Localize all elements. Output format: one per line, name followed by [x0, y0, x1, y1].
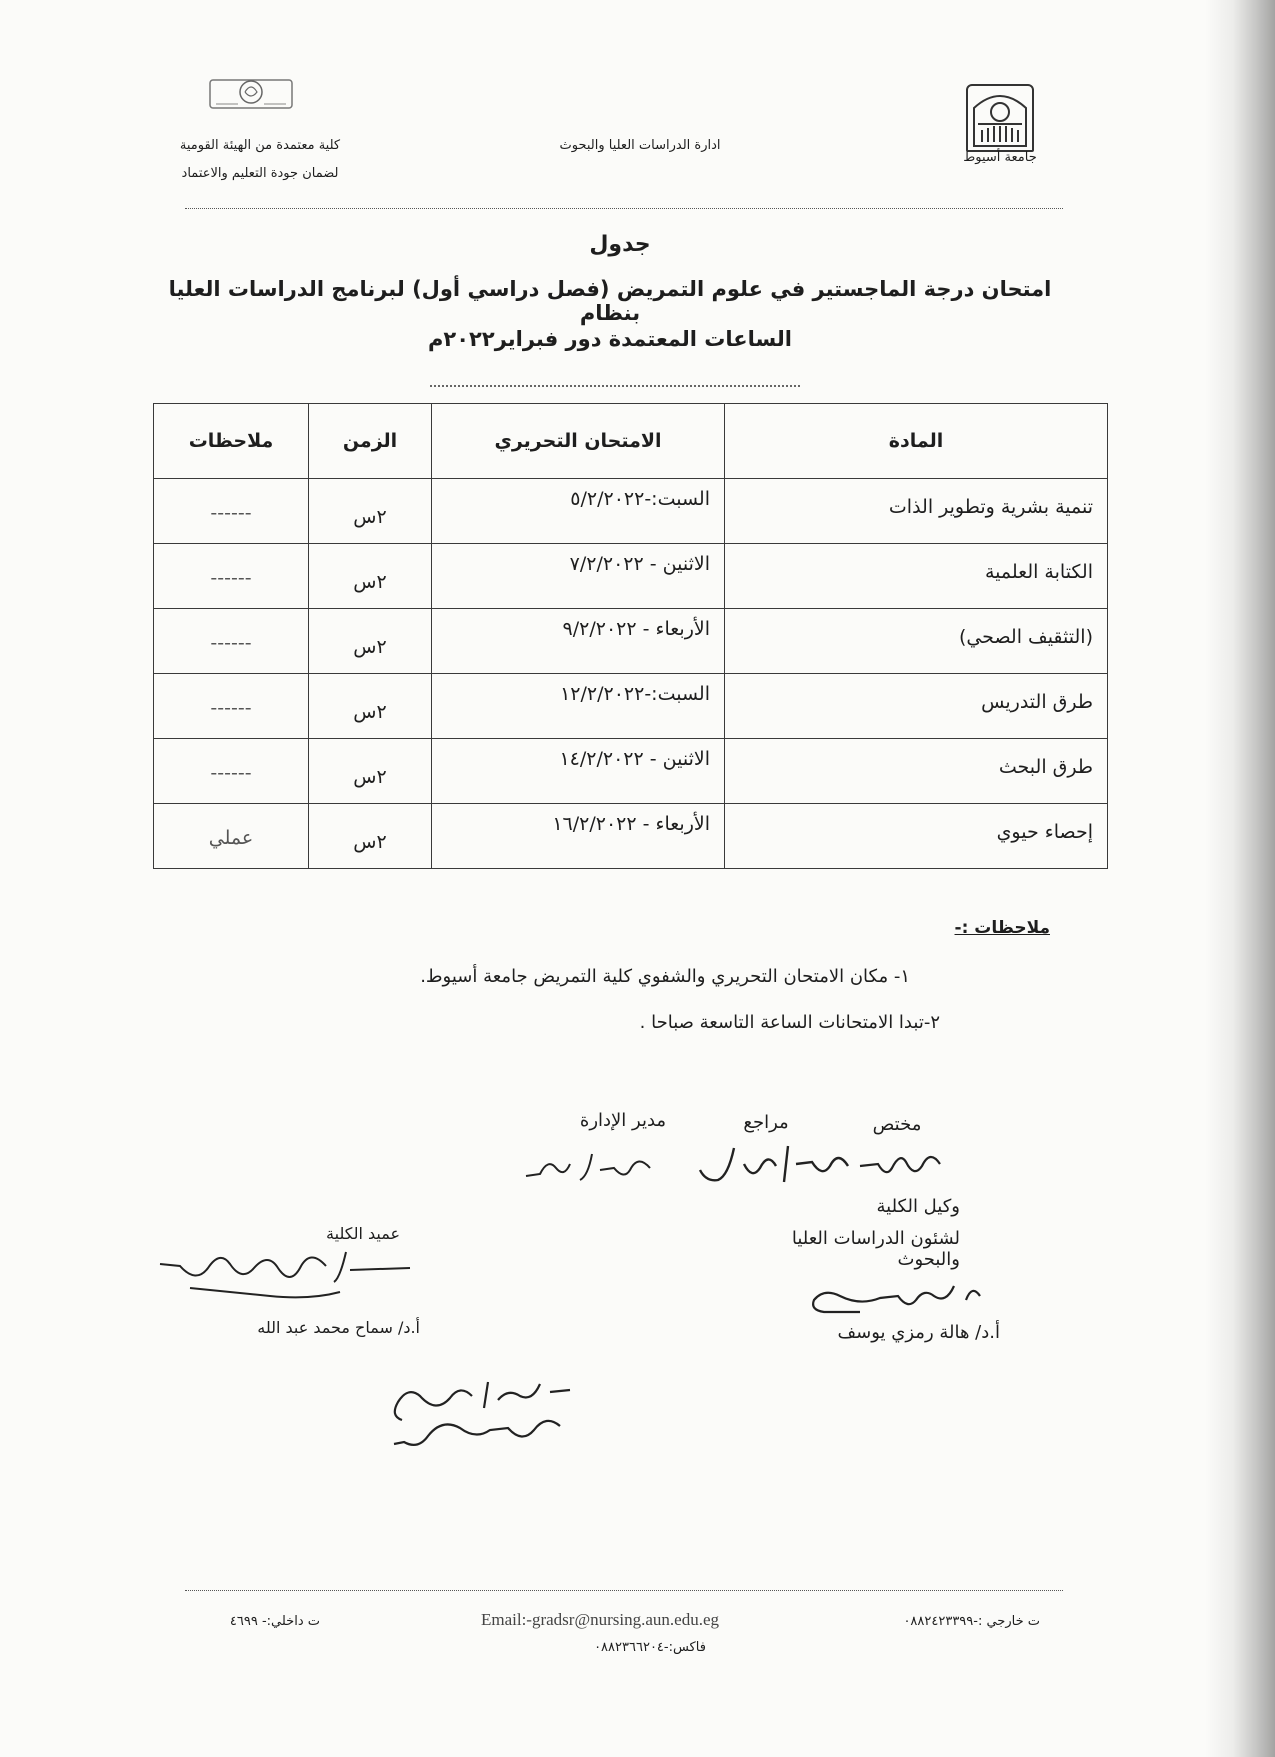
department-name: ادارة الدراسات العليا والبحوث [559, 138, 721, 153]
written-exam-cell: الأربعاء - ٩/٢/٢٠٢٢ [562, 618, 710, 640]
notes-cell: ------ [210, 632, 252, 654]
note-item-1: ١- مكان الامتحان التحريري والشفوي كلية التمريض جامعة أسيوط. [420, 966, 910, 987]
notes-cell: ------ [210, 762, 252, 784]
table-row [154, 479, 1108, 544]
footer-email: Email:-gradsr@nursing.aun.edu.eg [480, 1610, 719, 1629]
header-time: الزمن [309, 404, 432, 479]
subject-cell: طرق التدريس [981, 691, 1093, 713]
time-cell: ٢س [353, 701, 387, 723]
reviewer-signature-icon [688, 1136, 858, 1192]
table-header-row [154, 404, 1108, 479]
title-divider [430, 385, 800, 387]
manager-signature-icon [520, 1146, 660, 1186]
vice-dean-signature-icon [800, 1266, 990, 1320]
notes-cell: ------ [210, 502, 252, 524]
signature-role-reviewer: مراجع [743, 1112, 789, 1133]
university-logo-icon [966, 84, 1034, 152]
table-row [154, 609, 1108, 674]
handwritten-signature-icon [380, 1370, 580, 1460]
accreditation-line-2: لضمان جودة التعليم والاعتماد [181, 166, 339, 181]
subject-cell: تنمية بشرية وتطوير الذات [888, 496, 1093, 518]
header-written-exam: الامتحان التحريري [432, 404, 725, 479]
signature-role-specialist: مختص [872, 1114, 922, 1135]
subject-cell: الكتابة العلمية [984, 561, 1093, 583]
time-cell: ٢س [353, 831, 387, 853]
written-exam-cell: الاثنين - ١٤/٢/٢٠٢٢ [559, 748, 710, 770]
table-row [154, 544, 1108, 609]
footer-phone: ت خارجي :-٠٨٨٢٤٢٣٣٩٩ [903, 1614, 1040, 1629]
dean-name: أ.د/ سماح محمد عبد الله [257, 1318, 420, 1337]
header-notes: ملاحظات [154, 404, 309, 479]
subject-cell: طرق البحث [998, 756, 1093, 778]
dean-signature-icon [150, 1238, 420, 1308]
written-exam-cell: الاثنين - ٧/٢/٢٠٢٢ [569, 553, 710, 575]
time-cell: ٢س [353, 571, 387, 593]
time-cell: ٢س [353, 766, 387, 788]
scan-edge-shadow [1205, 0, 1275, 1757]
time-cell: ٢س [353, 636, 387, 658]
written-exam-cell: الأربعاء - ١٦/٢/٢٠٢٢ [552, 813, 710, 835]
vice-dean-title: وكيل الكلية [876, 1196, 960, 1217]
note-item-2: ٢-تبدا الامتحانات الساعة التاسعة صباحا . [639, 1012, 940, 1033]
exam-schedule-table [153, 403, 1108, 869]
written-exam-cell: السبت:-١٢/٢/٢٠٢٢ [560, 683, 710, 705]
accreditation-logo-icon [208, 70, 294, 112]
footer-divider [185, 1590, 1063, 1591]
subject-cell: (التثقيف الصحي) [958, 626, 1093, 648]
notes-cell: ------ [210, 567, 252, 589]
table-row [154, 804, 1108, 869]
dean-title: عميد الكلية [326, 1224, 400, 1243]
signature-role-manager: مدير الإدارة [579, 1110, 667, 1131]
document-subtitle-line-2: الساعات المعتمدة دور فبراير٢٠٢٢م [428, 327, 792, 351]
written-exam-cell: السبت:-٥/٢/٢٠٢٢ [570, 488, 710, 510]
header-subject: المادة [725, 404, 1108, 479]
footer-extension: ت داخلي:- ٤٦٩٩ [229, 1614, 320, 1629]
document-subtitle-line-1: امتحان درجة الماجستير في علوم التمريض (فصل دراسي أول) لبرنامج الدراسات العليا بنظام [168, 277, 1052, 325]
vice-dean-name: أ.د/ هالة رمزي يوسف [837, 1322, 1000, 1343]
document-title: جدول [589, 232, 651, 257]
table-row [154, 674, 1108, 739]
subject-cell: إحصاء حيوي [996, 821, 1093, 843]
specialist-signature-icon [850, 1144, 950, 1184]
notes-heading: ملاحظات :- [954, 918, 1050, 938]
footer-fax: فاكس:-٠٨٨٢٣٦٦٢٠٤ [594, 1640, 706, 1655]
university-name: جامعة أسيوط [963, 150, 1037, 165]
table-row [154, 739, 1108, 804]
vice-dean-subtitle: لشئون الدراسات العليا والبحوث [791, 1228, 960, 1270]
time-cell: ٢س [353, 506, 387, 528]
notes-cell: عملي [208, 827, 254, 849]
header-divider [185, 208, 1063, 209]
notes-cell: ------ [210, 697, 252, 719]
accreditation-line-1: كلية معتمدة من الهيئة القومية [179, 138, 341, 153]
